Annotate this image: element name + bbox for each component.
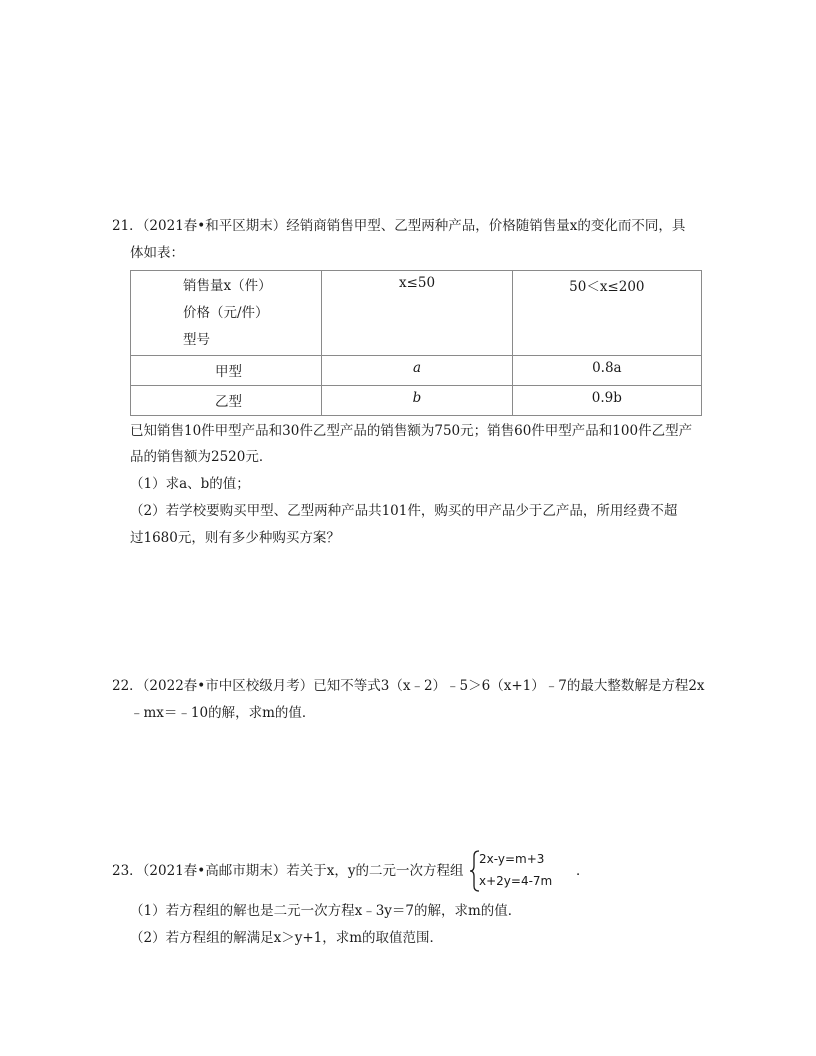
equation-system xyxy=(469,850,569,892)
equation-1: 2x-y=m+3 xyxy=(479,852,545,866)
row-model: 甲型 xyxy=(215,364,242,380)
header-sales-volume: 销售量x（件） xyxy=(183,278,272,294)
row-model: 乙型 xyxy=(215,394,242,410)
q23-sub1: （1）若方程组的解也是二元一次方程x﹣3y＝7的解，求m的值． xyxy=(130,903,522,919)
row-price-low: b xyxy=(412,390,422,406)
col-header-high xyxy=(512,271,701,356)
col-header-low xyxy=(322,271,512,356)
q21-line2: 体如表： xyxy=(130,245,184,261)
q21-sub2-line2: 过1680元，则有多少种购买方案？ xyxy=(130,530,340,546)
row-price-low: a xyxy=(412,360,422,376)
diagonal-header-cell xyxy=(131,271,322,356)
table-row xyxy=(131,386,702,416)
q21-sub1: （1）求a、b的值； xyxy=(130,476,250,492)
table-row xyxy=(131,356,702,386)
table-header-row xyxy=(131,271,702,356)
q21-para1: 已知销售10件甲型产品和30件乙型产品的销售额为750元；销售60件甲型产品和100件乙型产 xyxy=(130,423,693,439)
q23-period: ． xyxy=(576,863,590,879)
q21-para2: 品的销售额为2520元． xyxy=(130,449,273,465)
q23-sub2: （2）若方程组的解满足x＞y+1，求m的取值范围． xyxy=(130,930,444,946)
header-model: 型号 xyxy=(183,332,210,348)
col-header-low-text: x≤50 xyxy=(398,275,436,291)
header-price: 价格（元/件） xyxy=(183,305,269,321)
row-price-high: 0.9b xyxy=(591,390,622,406)
q21-line1: 21．（2021春•和平区期末）经销商销售甲型、乙型两种产品，价格随销售量x的变化而不同，具 xyxy=(112,218,686,234)
q21-sub2-line1: （2）若学校要购买甲型、乙型两种产品共101件，购买的甲产品少于乙产品，所用经费不超 xyxy=(130,503,678,519)
equation-2: x+2y=4-7m xyxy=(479,874,553,888)
price-table xyxy=(130,270,702,416)
row-price-high: 0.8a xyxy=(592,360,622,376)
col-header-high-text: 50＜x≤200 xyxy=(569,279,645,295)
q23-intro: 23．（2021春•高邮市期末）若关于x，y的二元一次方程组 xyxy=(112,863,464,879)
q22-line1: 22．（2022春•市中区校级月考）已知不等式3（x﹣2）﹣5＞6（x+1）﹣7的最大整数解是方程2x xyxy=(112,678,705,694)
q22-line2: ﹣mx＝﹣10的解，求m的值． xyxy=(130,705,316,721)
